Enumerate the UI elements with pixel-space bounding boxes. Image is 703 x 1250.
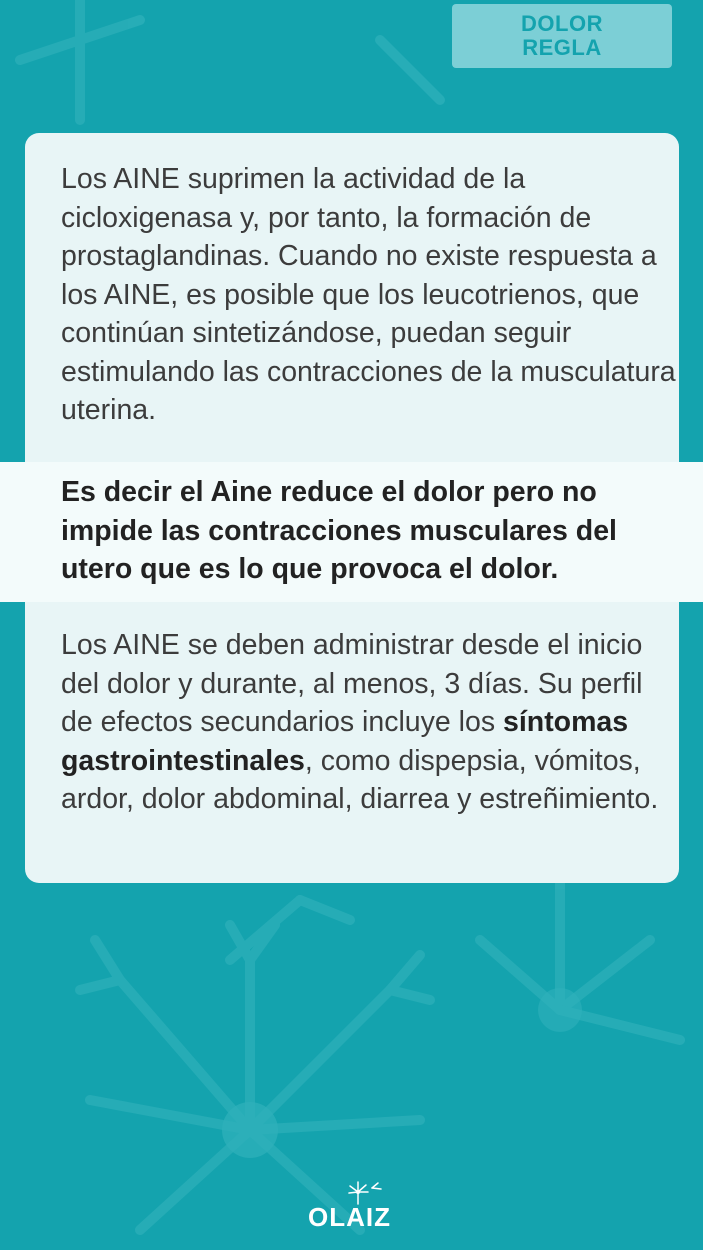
- brand-logo: [300, 1180, 410, 1230]
- category-tag-line1: DOLOR: [521, 11, 603, 36]
- brand-logo-text: OLAIZ: [308, 1202, 391, 1232]
- category-tag-line2: REGLA: [522, 35, 602, 60]
- paragraph-administration-part1: Los AINE se deben administrar desde el inicio del dolor y durante, al menos, 3 días. Su perfil de efectos secundarios incluye los: [61, 629, 643, 738]
- highlight-text: Es decir el Aine reduce el dolor pero no impide las contracciones musculares del utero que es lo que provoca el dolor.: [61, 476, 617, 585]
- paragraph-administration: [61, 626, 681, 819]
- paragraph-intro: Los AINE suprimen la actividad de la cicloxigenasa y, por tanto, la formación de prostaglandinas. Cuando no existe respuesta a los AINE, es posible que los leucotrienos, que continúan sintetizándose, puedan seguir estimulando las contracciones de la musculatura uterina.: [61, 163, 676, 426]
- category-tag: [452, 4, 672, 68]
- paragraph-administration-bold: síntomas gastrointestinales: [61, 706, 629, 777]
- paragraph-administration-part2: , como dispepsia, vómitos, ardor, dolor abdominal, diarrea y estreñimiento.: [61, 744, 659, 815]
